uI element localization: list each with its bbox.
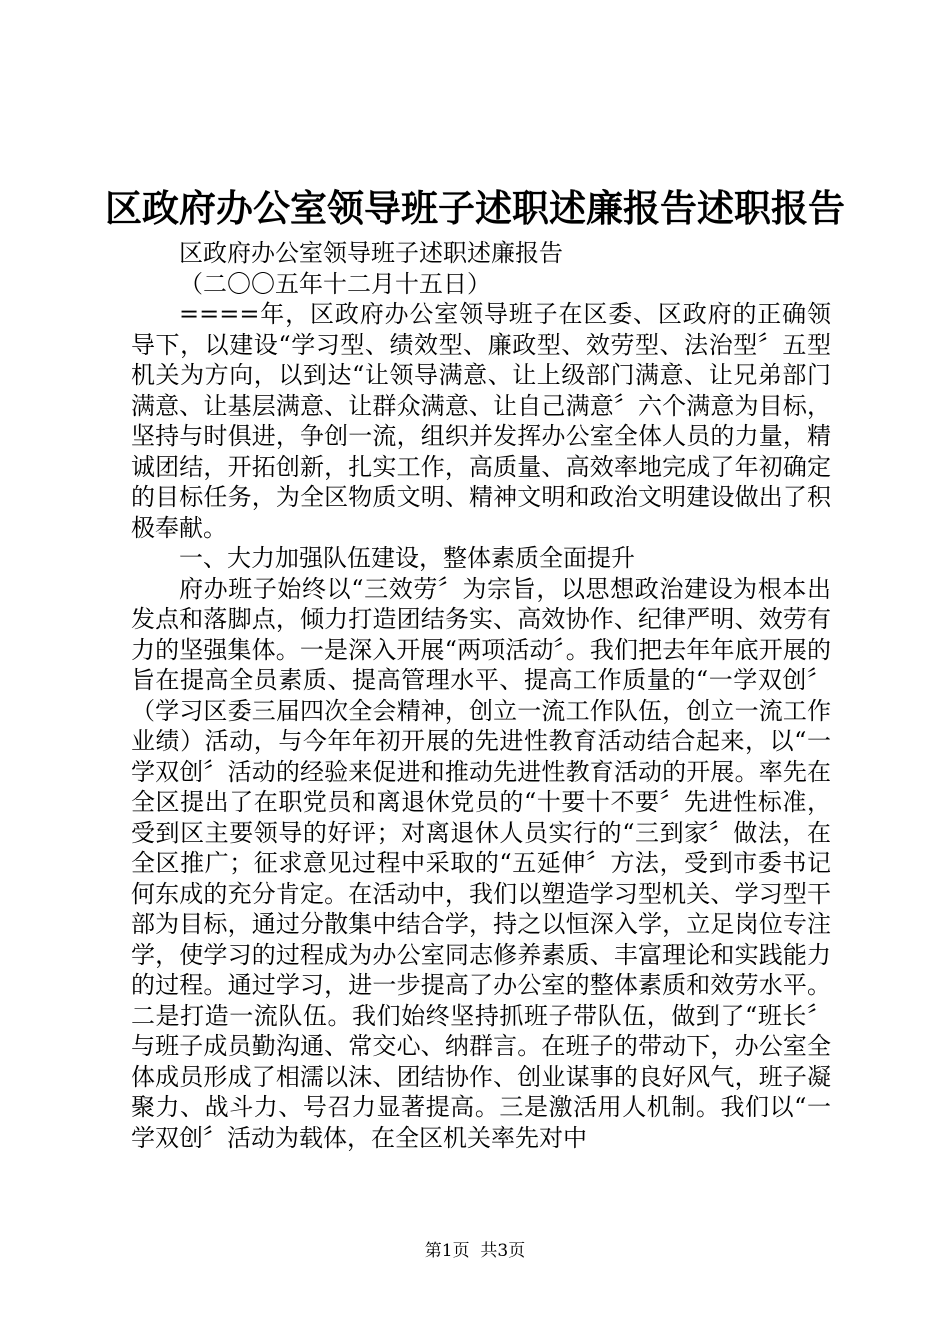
intro-paragraph: ====年，区政府办公室领导班子在区委、区政府的正确领导下，以建设“学习型、绩效型、廉政型、效劳型、法治型〞五型机关为方向，以到达“让领导满意、让上级部门满意、让兄弟部门满意、让基层满意、让群众满意、让自己满意〞六个满意为目标，坚持与时俱进，争创一流，组织并发挥办公室全体人员的力量，精诚团结，开拓创新，扎实工作，高质量、高效率地完成了年初确定的目标任务，为全区物质文明、精神文明和政治文明建设做出了积极奉献。	[131, 300, 831, 542]
document-body	[131, 238, 831, 1153]
report-subtitle: 区政府办公室领导班子述职述廉报告	[179, 239, 563, 267]
section-paragraph-1: 府办班子始终以“三效劳〞为宗旨，以思想政治建设为根本出发点和落脚点，倾力打造团结务实、高效协作、纪律严明、效劳有力的坚强集体。一是深入开展“两项活动〞。我们把去年年底开展的旨在提高全员素质、提高管理水平、提高工作质量的“一学双创〞（学习区委三届四次全会精神，创立一流工作队伍，创立一流工作业绩）活动，与今年年初开展的先进性教育活动结合起来，以“一学双创〞活动的经验来促进和推动先进性教育活动的开展。率先在全区提出了在职党员和离退休党员的“十要十不要〞先进性标准，受到区主要领导的好评；对离退休人员实行的“三到家〞做法，在全区推广；征求意见过程中采取的“五延伸〞方法，受到市委书记何东成的充分肯定。在活动中，我们以塑造学习型机关、学习型干部为目标，通过分散集中结合学，持之以恒深入学，立足岗位专注学，使学习的过程成为办公室同志修养素质、丰富理论和实践能力的过程。通过学习，进一步提高了办公室的整体素质和效劳水平。二是打造一流队伍。我们始终坚持抓班子带队伍，做到了“班长〞与班子成员勤沟通、常交心、纳群言。在班子的带动下，办公室全体成员形成了相濡以沫、团结协作、创业谋事的良好风气，班子凝聚力、战斗力、号召力显著提高。三是激活用人机制。我们以“一学双创〞活动为载体，在全区机关率先对中	[131, 574, 831, 1152]
section-heading-1: 一、大力加强队伍建设，整体素质全面提升	[179, 544, 635, 572]
page-number-footer: 第1页 共3页	[424, 1241, 526, 1261]
document-title: 区政府办公室领导班子述职述廉报告述职报告	[105, 186, 845, 230]
report-date: （二〇〇五年十二月十五日）	[179, 269, 491, 298]
